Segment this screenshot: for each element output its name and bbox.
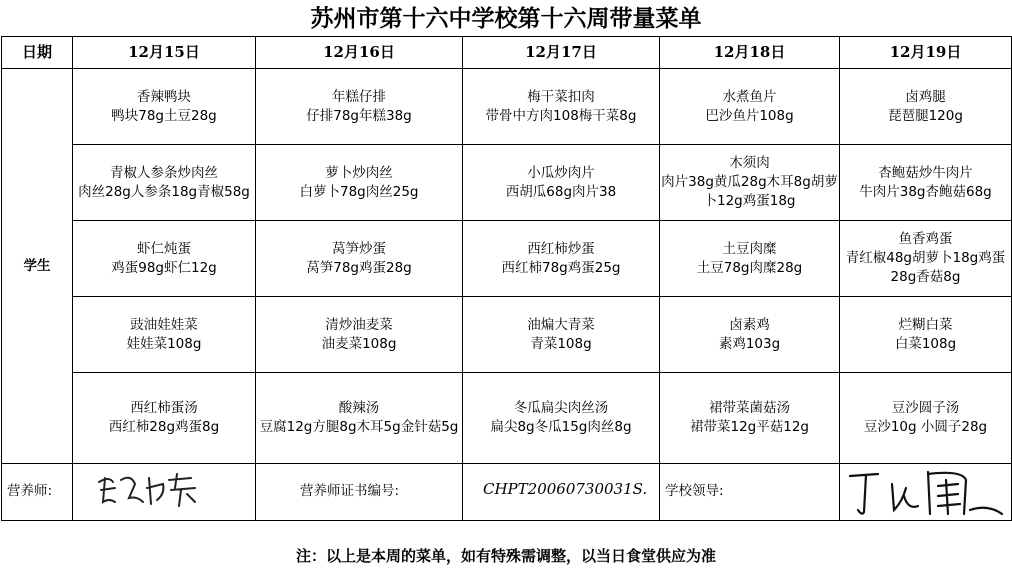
menu-cell <box>463 373 660 464</box>
dish-name: 冬瓜扁尖肉丝汤 <box>513 400 609 416</box>
menu-cell <box>840 69 1012 145</box>
dish-amount: 白萝卜78g肉丝25g <box>299 183 419 200</box>
menu-table <box>1 36 1012 521</box>
menu-cell <box>256 373 463 464</box>
dish-name: 梅干菜扣肉 <box>527 88 595 105</box>
meal-row <box>2 69 1012 145</box>
meal-row <box>2 297 1012 373</box>
leader-label-cell <box>660 464 840 521</box>
menu-cell <box>73 373 256 464</box>
menu-title: 苏州市第十六中学校第十六周带量菜单 <box>310 5 702 32</box>
meal-row <box>2 145 1012 221</box>
dish-name: 清炒油麦菜 <box>325 316 393 333</box>
group-label: 学生 <box>2 69 73 464</box>
menu-cell <box>840 373 1012 464</box>
dish-name: 小瓜炒肉片 <box>527 164 595 181</box>
dish-name: 鱼香鸡蛋 <box>898 231 953 247</box>
dietitian-label: 营养师: <box>7 483 53 499</box>
menu-cell <box>840 297 1012 373</box>
menu-cell <box>660 221 840 297</box>
menu-cell <box>660 373 840 464</box>
day-header: 12月15日 <box>73 37 256 69</box>
dish-amount: 油麦菜108g <box>321 335 397 352</box>
dish-name: 卤鸡腿 <box>905 88 946 105</box>
dietitian-label-cell <box>2 464 73 521</box>
dish-name: 香辣鸭块 <box>137 88 191 105</box>
menu-cell <box>840 145 1012 221</box>
dish-amount: 豆沙10g 小圆子28g <box>863 419 988 435</box>
dish-amount: 仔排78g年糕38g <box>306 107 412 124</box>
menu-cell <box>256 69 463 145</box>
dish-amount: 巴沙鱼片108g <box>705 107 794 124</box>
dish-name: 青椒人参条炒肉丝 <box>110 164 218 181</box>
menu-cell <box>256 221 463 297</box>
leader-signature-image <box>842 466 1010 520</box>
dish-amount: 西胡瓜68g肉片38 <box>505 183 617 200</box>
dish-amount: 带骨中方肉108梅干菜8g <box>485 107 637 124</box>
dish-name: 豆沙圆子汤 <box>891 400 960 416</box>
dish-amount: 牛肉片38g杏鲍菇68g <box>859 183 992 200</box>
certificate-label-cell <box>256 464 463 521</box>
menu-cell <box>463 221 660 297</box>
dish-name: 油煸大青菜 <box>527 316 595 333</box>
menu-cell <box>256 297 463 373</box>
menu-cell <box>463 297 660 373</box>
dish-amount: 扁尖8g冬瓜15g肉丝8g <box>490 419 632 435</box>
menu-cell <box>840 221 1012 297</box>
menu-cell <box>660 297 840 373</box>
dish-amount: 琵琶腿120g <box>888 107 963 124</box>
dish-name: 杏鲍菇炒牛肉片 <box>878 164 973 181</box>
certificate-number: CHPT20060730031S. <box>483 480 648 498</box>
dish-amount: 土豆78g肉糜28g <box>696 259 803 276</box>
menu-cell <box>463 145 660 221</box>
dish-amount: 肉片38g黄瓜28g木耳8g胡萝卜12g鸡蛋18g <box>661 174 838 209</box>
dish-amount: 肉丝28g人参条18g青椒58g <box>78 183 250 200</box>
leader-signature-cell <box>840 464 1012 521</box>
dish-name: 土豆肉糜 <box>722 240 777 257</box>
menu-cell <box>73 145 256 221</box>
dish-name: 萝卜炒肉丝 <box>325 164 393 181</box>
dish-name: 莴笋炒蛋 <box>332 240 386 257</box>
dish-name: 酸辣汤 <box>338 400 380 416</box>
footer-note: 注：以上是本周的菜单，如有特殊需调整，以当日食堂供应为准 <box>295 547 716 565</box>
menu-cell <box>73 69 256 145</box>
day-header: 12月16日 <box>256 37 463 69</box>
dish-amount: 豆腐12g方腿8g木耳5g金针菇5g <box>259 419 459 435</box>
dish-amount: 鸭块78g土豆28g <box>111 107 217 124</box>
dish-name: 裙带菜菌菇汤 <box>709 400 790 416</box>
meal-row <box>2 373 1012 464</box>
dietitian-signature-cell <box>73 464 256 521</box>
dish-name: 水煮鱼片 <box>722 88 777 105</box>
dish-amount: 莴笋78g鸡蛋28g <box>306 259 412 276</box>
menu-cell <box>73 221 256 297</box>
signature-row <box>2 464 1012 521</box>
date-header: 日期 <box>2 37 73 69</box>
dish-amount: 青菜108g <box>530 335 592 352</box>
dish-name: 卤素鸡 <box>729 316 770 333</box>
dish-amount: 青红椒48g胡萝卜18g鸡蛋28g香菇8g <box>845 250 1006 285</box>
dish-name: 木须肉 <box>729 155 770 171</box>
menu-cell <box>660 69 840 145</box>
dish-amount: 裙带菜12g平菇12g <box>690 419 809 435</box>
dish-name: 虾仁炖蛋 <box>137 240 191 257</box>
dish-name: 年糕仔排 <box>332 88 386 105</box>
meal-row <box>2 221 1012 297</box>
certificate-label: 营养师证书编号: <box>300 483 400 499</box>
day-header: 12月19日 <box>840 37 1012 69</box>
header-row <box>2 37 1012 69</box>
dish-name: 豉油娃娃菜 <box>130 316 198 333</box>
dish-amount: 西红柿28g鸡蛋8g <box>108 419 220 435</box>
leader-label: 学校领导: <box>665 483 724 499</box>
day-header: 12月18日 <box>660 37 840 69</box>
dish-amount: 素鸡103g <box>718 335 781 352</box>
dish-name: 西红柿蛋汤 <box>130 400 198 416</box>
menu-cell <box>256 145 463 221</box>
dish-amount: 娃娃菜108g <box>126 335 202 352</box>
day-header: 12月17日 <box>463 37 660 69</box>
dish-name: 烂糊白菜 <box>898 316 953 333</box>
menu-cell <box>463 69 660 145</box>
dish-amount: 鸡蛋98g虾仁12g <box>111 259 217 276</box>
menu-cell <box>73 297 256 373</box>
dietitian-signature-image <box>91 468 211 512</box>
dish-name: 西红柿炒蛋 <box>527 240 595 257</box>
dish-amount: 西红柿78g鸡蛋25g <box>501 259 621 276</box>
menu-cell <box>660 145 840 221</box>
dish-amount: 白菜108g <box>894 335 957 352</box>
certificate-number-cell <box>463 464 660 521</box>
